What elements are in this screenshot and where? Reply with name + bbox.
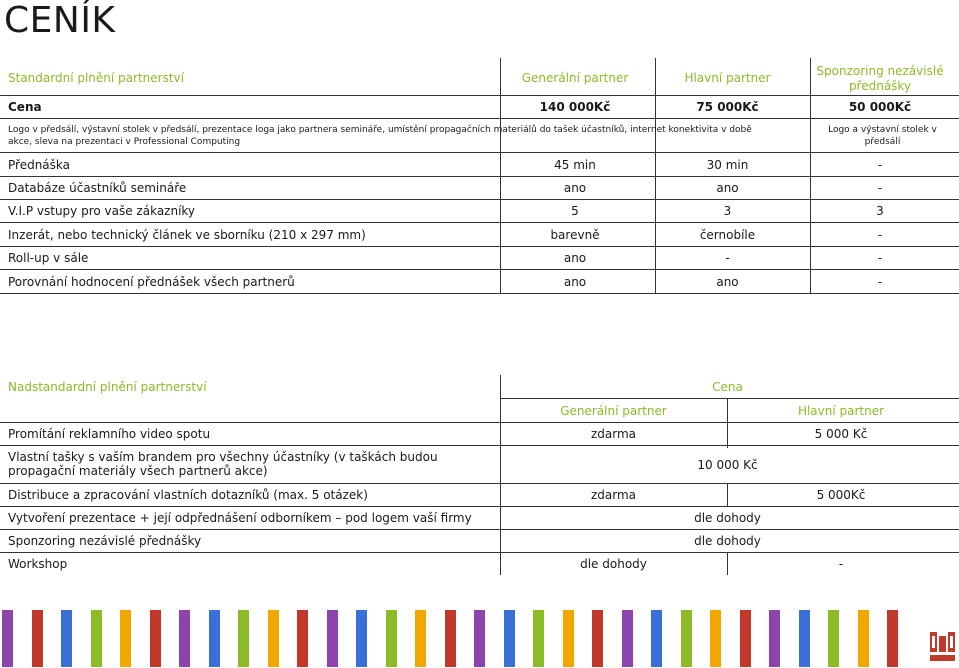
- color-bar: [386, 610, 397, 667]
- row-main: 5 000Kč: [816, 488, 866, 502]
- color-bar: [681, 610, 692, 667]
- row-sponsor: -: [877, 251, 883, 265]
- dcd-logo-icon: [928, 628, 957, 664]
- color-bar: [356, 610, 367, 667]
- row-label: Sponzoring nezávislé přednášky: [8, 534, 202, 548]
- extra-col-main-header: Hlavní partner: [797, 404, 885, 418]
- color-bar: [799, 610, 810, 667]
- row-general: zdarma: [590, 427, 637, 441]
- row-main: ano: [716, 181, 739, 195]
- row-general: ano: [563, 251, 587, 265]
- color-bar: [32, 610, 43, 667]
- extra-col-general-header: Generální partner: [560, 404, 667, 418]
- row-main: ano: [716, 275, 739, 289]
- row-label: Vlastní tašky s vaším brandem pro všechny účastníky (v taškách budou propagační materiály všech partnerů akce): [8, 450, 438, 478]
- row-label: Vytvoření prezentace + její odpřednášení odborníkem – pod logem vaší firmy: [8, 511, 472, 525]
- row-main: 3: [723, 204, 732, 218]
- logo-row-sponsor: Logo a výstavní stolek v předsálí: [828, 125, 937, 147]
- color-bar: [61, 610, 72, 667]
- color-bar: [474, 610, 485, 667]
- standard-section-label: Standardní plnění partnerství: [8, 71, 184, 85]
- color-bar: [828, 610, 839, 667]
- col-main-header: Hlavní partner: [684, 71, 771, 85]
- row-general: ano: [563, 275, 587, 289]
- row-merged-value: dle dohody: [694, 534, 761, 548]
- row-label: Inzerát, nebo technický článek ve sborníku (210 x 297 mm): [8, 228, 366, 242]
- extra-section-label: Nadstandardní plnění partnerství: [8, 380, 207, 394]
- row-general: 45 min: [554, 158, 596, 172]
- row-main: -: [725, 251, 730, 265]
- row-general: ano: [563, 181, 587, 195]
- row-general: dle dohody: [580, 557, 647, 571]
- color-bar: [120, 610, 131, 667]
- color-bar: [740, 610, 751, 667]
- color-bar: [327, 610, 338, 667]
- color-bar: [769, 610, 780, 667]
- color-bar: [91, 610, 102, 667]
- color-bar: [297, 610, 308, 667]
- price-sponsor: 50 000Kč: [848, 100, 912, 114]
- logo-row-label: Logo v předsálí, výstavní stolek v předsálí, prezentace loga jako partnera semináře, umístění propagačních materiálů do tašek účastníků, internet konektivita v době akce, sleva na prezentaci v Professional Computing: [8, 125, 752, 147]
- price-general: 140 000Kč: [539, 100, 611, 114]
- row-general: zdarma: [590, 488, 637, 502]
- color-bar: [887, 610, 898, 667]
- row-merged-value: 10 000 Kč: [697, 458, 758, 472]
- price-main: 75 000Kč: [696, 100, 759, 114]
- color-bar: [710, 610, 721, 667]
- row-label: V.I.P vstupy pro vaše zákazníky: [8, 204, 196, 218]
- color-bar: [858, 610, 869, 667]
- extra-price-header: Cena: [712, 380, 743, 394]
- color-bar: [563, 610, 574, 667]
- row-label: Porovnání hodnocení přednášek všech partnerů: [8, 275, 295, 289]
- row-label: Promítání reklamního video spotu: [8, 427, 211, 441]
- row-main: -: [838, 557, 844, 571]
- row-sponsor: -: [877, 181, 883, 195]
- color-bar: [150, 610, 161, 667]
- row-main: 5 000 Kč: [814, 427, 868, 441]
- row-label: Workshop: [8, 557, 68, 571]
- color-bar: [415, 610, 426, 667]
- row-general: 5: [571, 204, 579, 218]
- row-label: Databáze účastníků semináře: [8, 181, 187, 195]
- col-general-header: Generální partner: [521, 71, 629, 85]
- row-sponsor: -: [877, 228, 883, 242]
- row-main: 30 min: [706, 158, 749, 172]
- color-bar: [651, 610, 662, 667]
- row-label: Roll-up v sále: [8, 251, 89, 265]
- row-label: Přednáška: [8, 158, 70, 172]
- row-label: Distribuce a zpracování vlastních dotazníků (max. 5 otázek): [8, 488, 368, 502]
- row-general: barevně: [550, 228, 600, 242]
- decorative-color-bars: [0, 610, 959, 667]
- col-sponsor-header: Sponzoring nezávislé přednášky: [816, 64, 944, 93]
- row-merged-value: dle dohody: [694, 511, 761, 525]
- row-sponsor: 3: [876, 204, 884, 218]
- page-title: CENÍK: [4, 0, 116, 41]
- color-bar: [592, 610, 603, 667]
- color-bar: [209, 610, 220, 667]
- color-bar: [238, 610, 249, 667]
- color-bar: [268, 610, 279, 667]
- row-main: černobíle: [699, 228, 756, 242]
- row-sponsor: -: [877, 275, 883, 289]
- color-bar: [179, 610, 190, 667]
- row-sponsor: -: [877, 158, 883, 172]
- color-bar: [445, 610, 456, 667]
- color-bar: [533, 610, 544, 667]
- price-row-label: Cena: [8, 100, 42, 114]
- color-bar: [504, 610, 515, 667]
- color-bar: [622, 610, 633, 667]
- color-bar: [2, 610, 13, 667]
